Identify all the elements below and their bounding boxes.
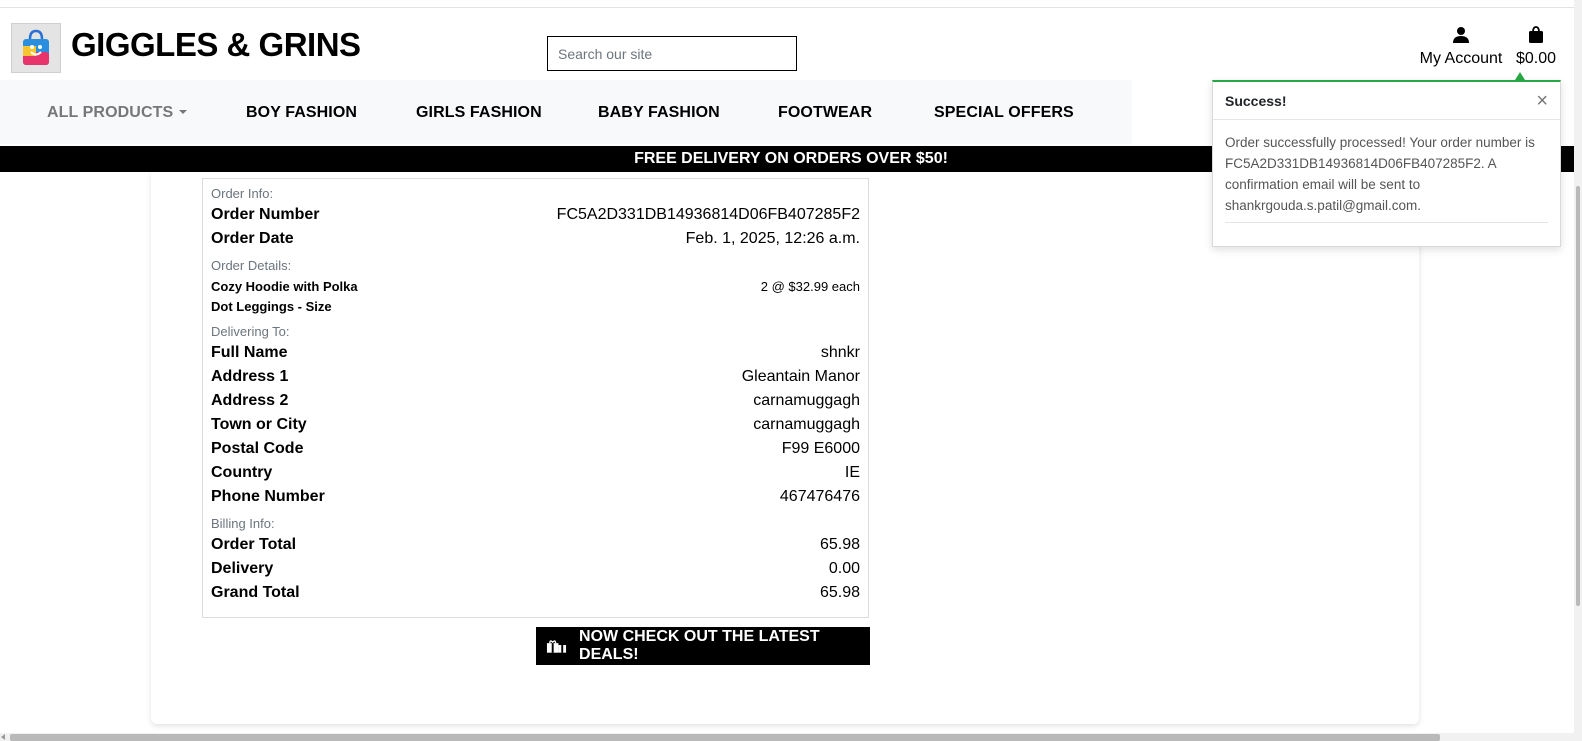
address-label: Phone Number xyxy=(211,488,325,505)
close-icon[interactable]: × xyxy=(1536,89,1548,112)
order-info-heading: Order Info: xyxy=(211,186,274,201)
nav-boy-fashion[interactable]: BOY FASHION xyxy=(246,104,358,121)
address-value: 467476476 xyxy=(779,488,860,505)
shopping-bag-icon xyxy=(1512,26,1560,48)
brand-name[interactable]: GIGGLES & GRINS xyxy=(71,26,361,63)
address-row xyxy=(211,413,860,437)
address-value: Gleantain Manor xyxy=(741,368,860,385)
order-number-value: FC5A2D331DB14936814D06FB407285F2 xyxy=(556,206,860,223)
toast-divider xyxy=(1225,222,1548,223)
address-label: Town or City xyxy=(211,416,307,433)
toast-title: Success! xyxy=(1225,92,1287,109)
order-date-label: Order Date xyxy=(211,230,294,247)
my-account-label: My Account xyxy=(1419,50,1503,67)
latest-deals-label: NOW CHECK OUT THE LATEST DEALS! xyxy=(579,628,820,663)
address-row xyxy=(211,389,860,413)
order-date-value: Feb. 1, 2025, 12:26 a.m. xyxy=(685,230,860,247)
nav-baby-fashion[interactable]: BABY FASHION xyxy=(598,104,720,121)
address-label: Postal Code xyxy=(211,440,304,457)
address-label: Full Name xyxy=(211,344,288,361)
my-account-link[interactable] xyxy=(1416,26,1506,68)
cart-total: $0.00 xyxy=(1515,50,1557,67)
billing-label: Delivery xyxy=(211,560,274,577)
toast-arrow xyxy=(1515,72,1525,80)
vertical-scroll-thumb[interactable] xyxy=(1576,186,1580,606)
search-input[interactable] xyxy=(547,36,797,71)
billing-value: 65.98 xyxy=(819,584,860,601)
order-summary xyxy=(202,178,869,618)
order-details-heading: Order Details: xyxy=(211,258,292,273)
billing-label: Order Total xyxy=(211,536,297,553)
nav-all-products-label: ALL PRODUCTS xyxy=(47,104,174,121)
nav-girls-fashion[interactable]: GIRLS FASHION xyxy=(416,104,542,121)
billing-value: 65.98 xyxy=(819,536,860,553)
nav-footwear[interactable]: FOOTWEAR xyxy=(778,104,873,121)
caret-down-icon xyxy=(179,110,187,114)
scroll-left-icon[interactable] xyxy=(1,734,5,740)
address-row xyxy=(211,461,860,485)
address-row xyxy=(211,341,860,365)
main-nav xyxy=(0,80,1132,144)
address-value: shnkr xyxy=(820,344,860,361)
vertical-scrollbar[interactable] xyxy=(1574,0,1582,741)
delivering-heading: Delivering To: xyxy=(211,324,290,339)
cart-link[interactable] xyxy=(1512,26,1560,68)
billing-row xyxy=(211,533,860,557)
address-label: Address 2 xyxy=(211,392,289,409)
address-label: Country xyxy=(211,464,273,481)
order-line-item xyxy=(211,277,860,317)
address-value: carnamuggagh xyxy=(753,416,860,433)
billing-row xyxy=(211,557,860,581)
toast-message: Order successfully processed! Your order number is FC5A2D331DB14936814D06FB407285F2. A confirmation email will be sent to shankrgouda.s.patil@gmail.com. xyxy=(1225,135,1535,213)
horizontal-scroll-thumb[interactable] xyxy=(10,734,1440,741)
toast-header xyxy=(1213,82,1560,120)
address-value: IE xyxy=(844,464,860,481)
top-divider xyxy=(0,7,1582,8)
order-number-label: Order Number xyxy=(211,206,320,223)
order-date-row xyxy=(211,227,860,251)
site-logo[interactable] xyxy=(11,23,61,73)
billing-row xyxy=(211,581,860,605)
nav-special-offers[interactable]: SPECIAL OFFERS xyxy=(934,104,1074,121)
product-quantity: 2 @ $32.99 each xyxy=(760,279,860,294)
billing-label: Grand Total xyxy=(211,584,300,601)
latest-deals-button[interactable] xyxy=(536,627,870,665)
shopping-bag-logo-icon xyxy=(19,28,53,68)
address-value: carnamuggagh xyxy=(753,392,860,409)
free-delivery-banner: FREE DELIVERY ON ORDERS OVER $50! xyxy=(0,146,1582,172)
address-row xyxy=(211,485,860,509)
address-row xyxy=(211,365,860,389)
horizontal-scrollbar[interactable] xyxy=(0,733,1574,741)
billing-heading: Billing Info: xyxy=(211,516,275,531)
success-toast xyxy=(1212,80,1561,247)
gifts-icon xyxy=(546,638,567,654)
billing-value: 0.00 xyxy=(828,560,860,577)
address-label: Address 1 xyxy=(211,368,289,385)
user-icon xyxy=(1416,26,1506,48)
nav-all-products[interactable] xyxy=(47,104,187,122)
address-value: F99 E6000 xyxy=(781,440,860,457)
product-name: Cozy Hoodie with Polka Dot Leggings - Size xyxy=(211,279,358,314)
address-row xyxy=(211,437,860,461)
order-number-row xyxy=(211,203,860,227)
